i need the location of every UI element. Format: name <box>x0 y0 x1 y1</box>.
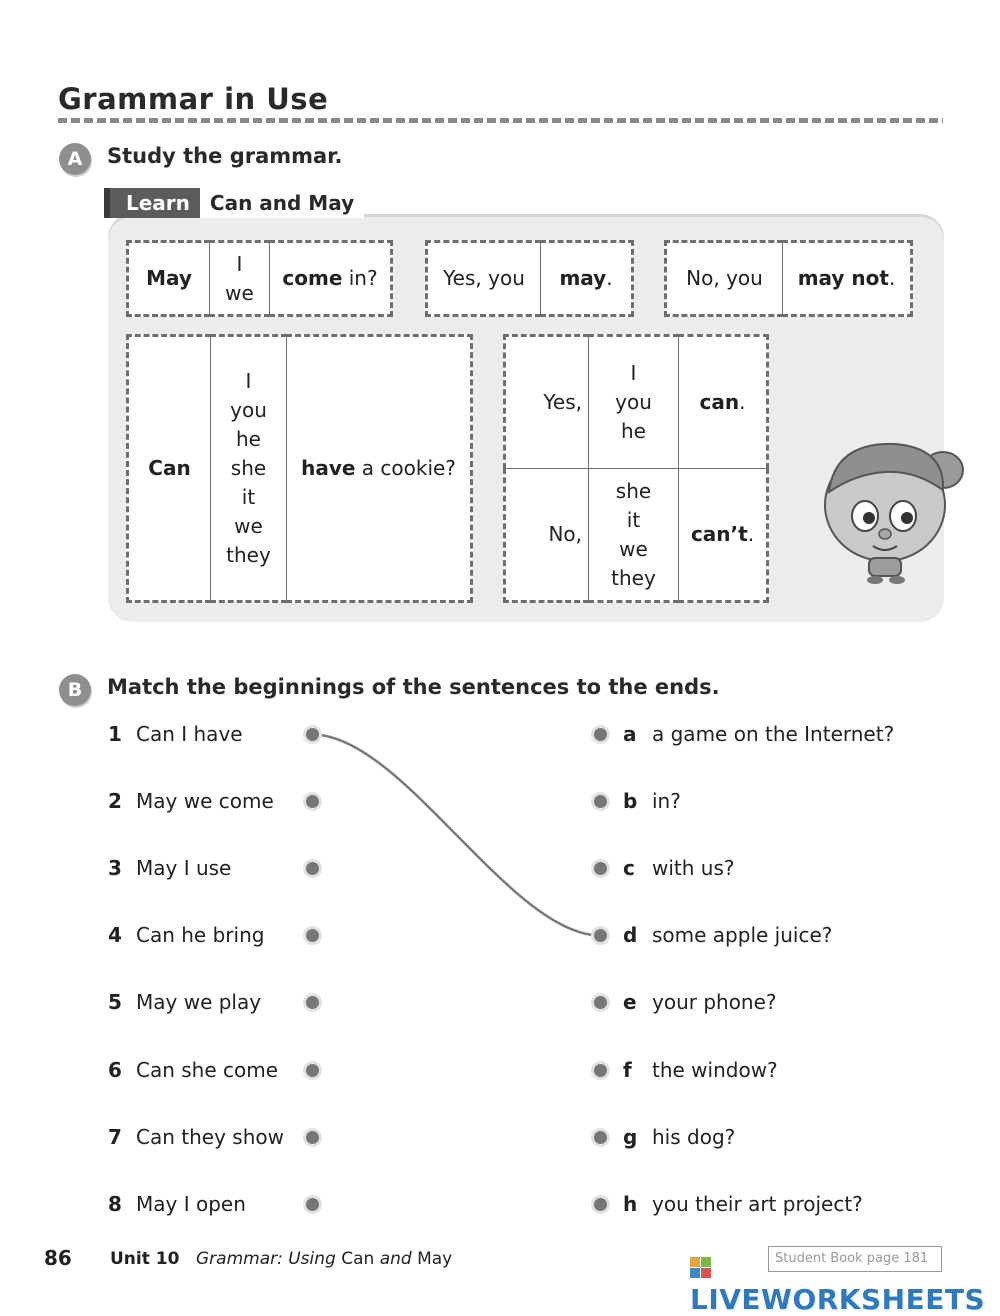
can-yes-lead: Yes, <box>505 336 589 469</box>
beginning-item <box>108 856 231 880</box>
match-dot-right[interactable] <box>594 1131 607 1144</box>
beginning-text: May we come <box>136 789 274 813</box>
beginning-text: May I use <box>136 856 232 880</box>
may-verb: come <box>282 266 343 290</box>
page-number: 86 <box>44 1246 72 1270</box>
can-yes-subject: he <box>621 419 646 443</box>
unit-label: Unit 10 <box>110 1249 180 1269</box>
page-title: Grammar in Use <box>58 82 329 116</box>
item-letter: b <box>623 789 638 813</box>
can-yes-subject: I <box>630 361 637 385</box>
match-dot-right[interactable] <box>594 728 607 741</box>
beginning-text: May I open <box>136 1192 246 1216</box>
match-dot-left[interactable] <box>306 1198 319 1211</box>
can-verb: have <box>301 456 356 480</box>
topic-prefix: Grammar: Using <box>196 1249 342 1269</box>
ending-text: with us? <box>652 856 735 880</box>
match-dot-left[interactable] <box>306 1131 319 1144</box>
can-no-end: . <box>747 522 755 546</box>
section-a-instruction: Study the grammar. <box>107 144 343 168</box>
match-dot-left[interactable] <box>306 929 319 942</box>
item-number: 2 <box>108 789 122 813</box>
can-subject: she <box>230 456 267 480</box>
item-letter: h <box>623 1192 638 1216</box>
ending-text: your phone? <box>652 990 777 1014</box>
ending-item <box>623 923 832 947</box>
beginning-item <box>108 1192 246 1216</box>
may-modal: May <box>146 266 192 290</box>
item-number: 3 <box>108 856 122 880</box>
can-subject: you <box>230 398 267 422</box>
beginning-text: May we play <box>136 990 262 1014</box>
can-no-subject: we <box>619 536 648 561</box>
ending-text: his dog? <box>652 1125 736 1149</box>
item-letter: d <box>623 923 638 947</box>
can-question-rest: a cookie? <box>355 456 456 480</box>
ending-text: some apple juice? <box>652 923 833 947</box>
can-subject: he <box>236 427 261 451</box>
student-book-reference: Student Book page 181 <box>768 1246 942 1272</box>
topic-can: Can <box>341 1249 375 1269</box>
can-no-modal: can’t <box>690 522 748 546</box>
beginning-item <box>108 923 264 947</box>
can-no-subject: she <box>615 478 652 503</box>
item-letter: e <box>623 990 637 1014</box>
may-subject: we <box>225 280 254 305</box>
ending-text: the window? <box>652 1058 778 1082</box>
match-dot-right[interactable] <box>594 929 607 942</box>
beginning-item <box>108 722 243 746</box>
match-dot-left[interactable] <box>306 1064 319 1077</box>
match-dot-left[interactable] <box>306 996 319 1009</box>
match-dot-right[interactable] <box>594 862 607 875</box>
can-subject: I <box>245 369 252 393</box>
match-dot-left[interactable] <box>306 862 319 875</box>
can-modal: Can <box>148 456 191 480</box>
liveworksheets-logo-icon <box>690 1257 712 1279</box>
can-subject: it <box>241 485 256 509</box>
beginning-item <box>108 1058 278 1082</box>
item-number: 5 <box>108 990 122 1014</box>
watermark-text: LIVEWORKSHEETS <box>690 1283 986 1316</box>
ending-item <box>623 990 777 1014</box>
match-dot-right[interactable] <box>594 1064 607 1077</box>
match-dot-right[interactable] <box>594 1198 607 1211</box>
match-dot-right[interactable] <box>594 996 607 1009</box>
can-subject: we <box>234 514 263 538</box>
ending-text: a game on the Internet? <box>652 722 895 746</box>
may-no-lead: No, you <box>666 242 783 316</box>
may-no-end: . <box>888 266 896 290</box>
item-number: 8 <box>108 1192 122 1216</box>
can-no-subject: it <box>626 507 641 532</box>
topic-may: May <box>417 1249 453 1269</box>
ending-item <box>623 1192 863 1216</box>
may-subject: I <box>236 251 243 276</box>
item-number: 7 <box>108 1125 122 1149</box>
item-letter: a <box>623 722 637 746</box>
beginning-text: Can I have <box>136 722 243 746</box>
match-dot-left[interactable] <box>306 795 319 808</box>
beginning-text: Can he bring <box>136 923 265 947</box>
beginning-text: Can they show <box>136 1125 284 1149</box>
item-letter: c <box>623 856 635 880</box>
learn-label: Learn <box>104 188 200 218</box>
ending-item <box>623 856 735 880</box>
can-no-subject: they <box>611 565 656 590</box>
can-subject: they <box>226 543 271 567</box>
topic-and: and <box>374 1249 418 1269</box>
beginning-item <box>108 1125 284 1149</box>
item-number: 4 <box>108 923 122 947</box>
ending-item <box>623 1058 778 1082</box>
item-number: 1 <box>108 722 122 746</box>
can-no-lead: No, <box>505 469 589 602</box>
can-yes-end: . <box>739 390 746 414</box>
may-no-modal: may not <box>797 266 889 290</box>
learn-topic: Can and May <box>200 188 364 218</box>
item-number: 6 <box>108 1058 122 1082</box>
item-letter: f <box>623 1058 632 1082</box>
section-b-badge: B <box>59 674 91 706</box>
liveworksheets-watermark[interactable] <box>690 1252 1000 1316</box>
beginning-item <box>108 789 274 813</box>
section-b-instruction: Match the beginnings of the sentences to the ends. <box>107 675 720 699</box>
beginning-text: Can she come <box>136 1058 279 1082</box>
beginning-item <box>108 990 261 1014</box>
match-dot-left[interactable] <box>306 728 319 741</box>
section-a-badge: A <box>59 143 91 175</box>
may-question-rest: in? <box>342 266 378 290</box>
ending-item <box>623 1125 735 1149</box>
ending-text: you their art project? <box>652 1192 863 1216</box>
can-yes-modal: can <box>699 390 740 414</box>
match-line[interactable] <box>313 735 601 936</box>
match-dot-right[interactable] <box>594 795 607 808</box>
unit-topic <box>196 1249 452 1269</box>
ending-item <box>623 722 894 746</box>
item-letter: g <box>623 1125 638 1149</box>
may-yes-modal: may <box>559 266 607 290</box>
may-yes-end: . <box>606 266 613 290</box>
may-yes-lead: Yes, you <box>427 242 541 316</box>
ending-text: in? <box>652 789 681 813</box>
ending-item <box>623 789 681 813</box>
can-yes-subject: you <box>615 390 652 414</box>
